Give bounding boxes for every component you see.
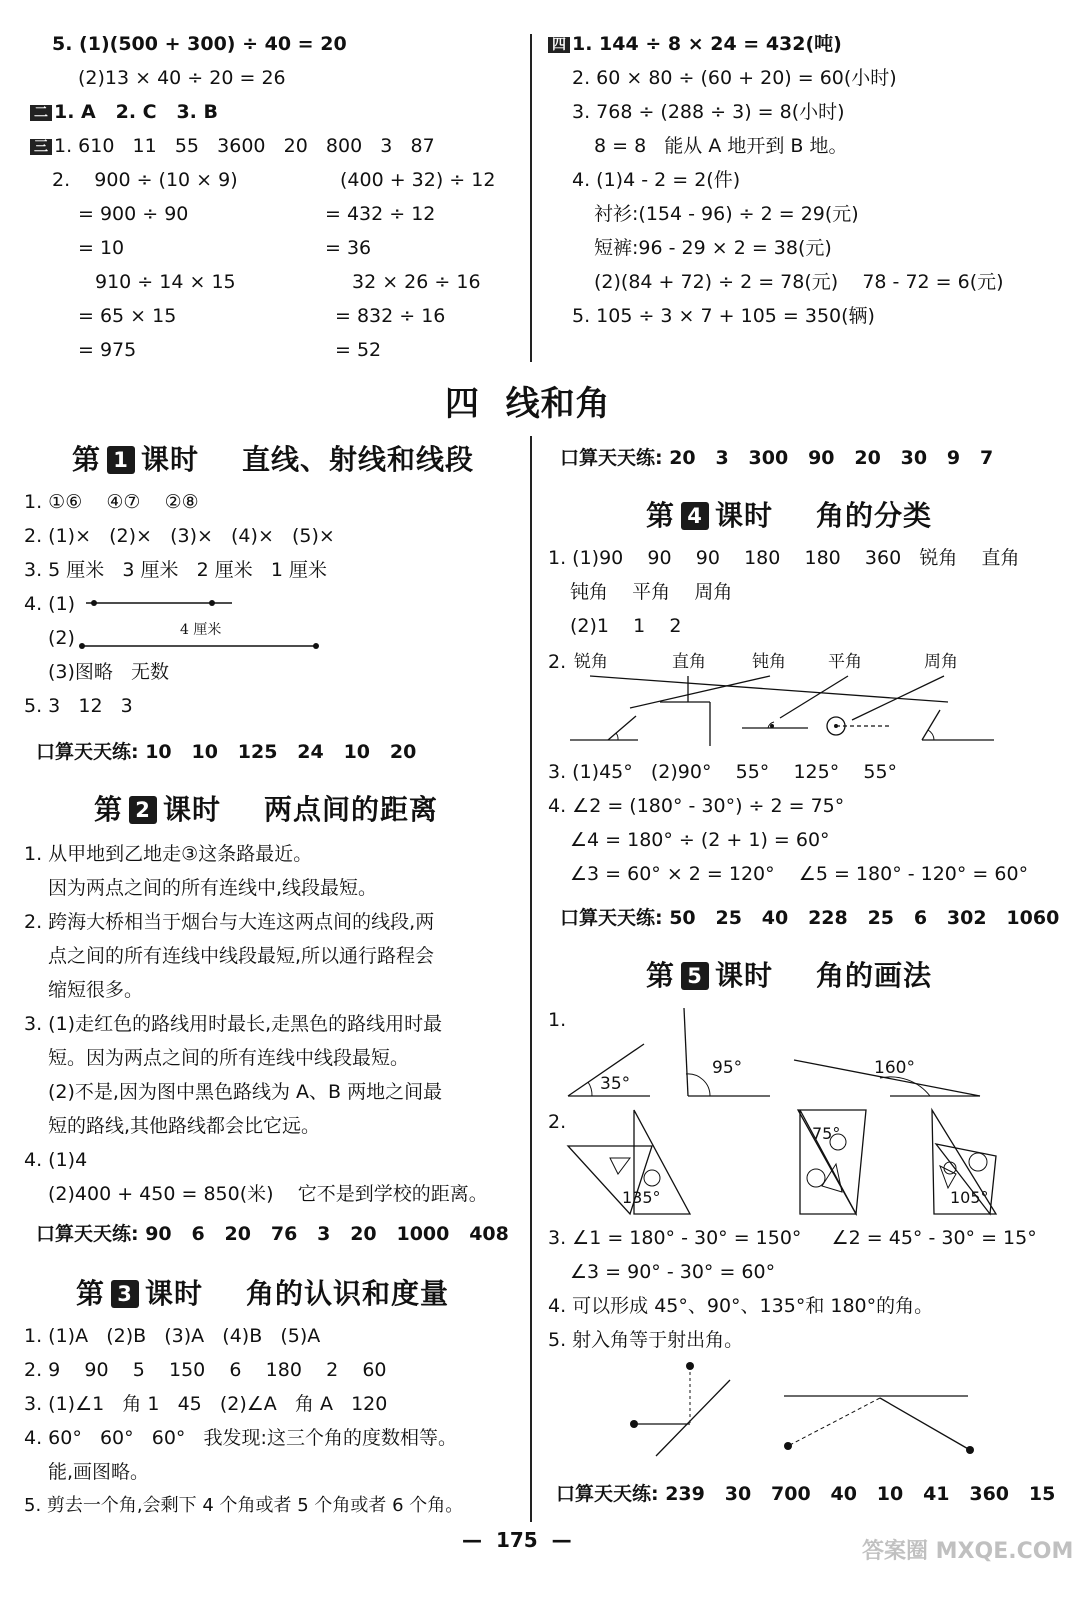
deg-105: 105° xyxy=(950,1188,989,1207)
l1-line-1: 1. ①⑥ ④⑦ ②⑧ xyxy=(24,491,199,513)
lesson-number-badge: 2 xyxy=(129,796,157,824)
lesson-5-title: 第 5 课时 角的画法 xyxy=(646,959,933,992)
l4-kousuan: 口算天天练: 50 25 40 228 25 6 302 1060 xyxy=(560,907,1060,929)
calc-col2-1: (400 + 32) ÷ 12 xyxy=(340,169,496,191)
l1-line-5: (2) xyxy=(48,627,75,649)
tr-line-6: 衬衫:(154 - 96) ÷ 2 = 29(元) xyxy=(594,203,859,225)
tl-line-2: (2)13 × 40 ÷ 20 = 26 xyxy=(78,67,286,89)
deg-95: 95° xyxy=(712,1058,743,1078)
tr-line-3: 3. 768 ÷ (288 ÷ 3) = 8(小时) xyxy=(572,101,845,123)
l2-line-9: 短的路线,其他路线都会比它远。 xyxy=(48,1115,321,1137)
tl-section-2: 二 1. A 2. C 3. B xyxy=(30,100,218,124)
tr-line-5: 4. (1)4 - 2 = 2(件) xyxy=(572,169,741,191)
l3-line-5: 能,画图略。 xyxy=(48,1461,150,1483)
l1-line-6: (3)图略 无数 xyxy=(48,661,170,683)
l2-line-7: 短。因为两点之间的所有连线中线段最短。 xyxy=(48,1047,410,1069)
l4-line-2: 钝角 平角 周角 xyxy=(570,581,733,603)
calc-col1-4: 910 ÷ 14 × 15 xyxy=(95,271,236,293)
calc-col2-5: = 832 ÷ 16 xyxy=(335,305,446,327)
l4-line-3: (2)1 1 2 xyxy=(570,615,682,637)
section-mark: 二 xyxy=(30,105,52,121)
segment-label: 4 厘米 xyxy=(180,622,222,638)
l4-line-7: ∠4 = 180° ÷ (2 + 1) = 60° xyxy=(570,829,830,851)
tr-line-7: 短裤:96 - 29 × 2 = 38(元) xyxy=(594,237,832,259)
calc-col2-4: 32 × 26 ÷ 16 xyxy=(352,271,481,293)
tr-line-1: 四 1. 144 ÷ 8 × 24 = 432(吨) xyxy=(548,32,842,56)
l2-line-1: 1. 从甲地到乙地走③这条路最近。 xyxy=(24,843,313,865)
calc-col2-2: = 432 ÷ 12 xyxy=(325,203,436,225)
l5-q2: 2. xyxy=(548,1111,567,1133)
lesson-4-title: 第 4 课时 角的分类 xyxy=(646,499,933,532)
ray-figure xyxy=(80,594,240,614)
l5-kousuan: 口算天天练: 239 30 700 40 10 41 360 15 xyxy=(556,1483,1056,1505)
l2-line-2: 因为两点之间的所有连线中,线段最短。 xyxy=(48,877,378,899)
l1-line-3: 3. 5 厘米 3 厘米 2 厘米 1 厘米 xyxy=(24,559,328,581)
calc-col1-2: = 900 ÷ 90 xyxy=(78,203,189,225)
l2-line-6: 3. (1)走红色的路线用时最长,走黑色的路线用时最 xyxy=(24,1013,443,1035)
section-mark: 三 xyxy=(30,139,52,155)
l5-line-6: 5. 射入角等于射出角。 xyxy=(548,1329,744,1351)
watermark: 答案圈 MXQE.COM xyxy=(862,1539,1073,1564)
label-right: 直角 xyxy=(672,652,706,672)
deg-160: 160° xyxy=(874,1058,915,1078)
lesson-1-title: 第 1 课时 直线、射线和线段 xyxy=(72,443,475,476)
l5-line-3: 3. ∠1 = 180° - 30° = 150° ∠2 = 45° - 30° = 15° xyxy=(548,1227,1037,1249)
section-mark: 四 xyxy=(548,37,570,53)
l2-line-4: 点之间的所有连线中线段最短,所以通行路程会 xyxy=(48,945,435,967)
l4-line-6: 4. ∠2 = (180° - 30°) ÷ 2 = 75° xyxy=(548,795,845,817)
l5-line-4: ∠3 = 90° - 30° = 60° xyxy=(570,1261,776,1283)
column-divider-top xyxy=(530,34,532,362)
l2-line-10: 4. (1)4 xyxy=(24,1149,88,1171)
label-straight: 平角 xyxy=(828,652,862,672)
unit-title: 四 线和角 xyxy=(445,384,611,424)
tl-section-3: 三 1. 610 11 55 3600 20 800 3 87 xyxy=(30,134,435,158)
l4-line-4: 2. xyxy=(548,651,567,673)
reflection-figure xyxy=(600,1358,1000,1462)
l3-line-4: 4. 60° 60° 60° 我发现:这三个角的度数相等。 xyxy=(24,1427,457,1449)
calc-col1-3: = 10 xyxy=(78,237,125,259)
lesson-number-badge: 3 xyxy=(111,1280,139,1308)
l3-line-2: 2. 9 90 5 150 6 180 2 60 xyxy=(24,1359,387,1381)
tr-line-4: 8 = 8 能从 A 地开到 B 地。 xyxy=(594,135,848,157)
l2-line-5: 缩短很多。 xyxy=(48,979,144,1001)
calc-col1-5: = 65 × 15 xyxy=(78,305,177,327)
lesson-number-badge: 1 xyxy=(107,446,135,474)
deg-75: 75° xyxy=(812,1124,841,1143)
label-acute: 锐角 xyxy=(574,652,608,672)
l5-line-5: 4. 可以形成 45°、90°、135°和 180°的角。 xyxy=(548,1295,934,1317)
l1-line-2: 2. (1)× (2)× (3)× (4)× (5)× xyxy=(24,525,335,547)
tr-line-2: 2. 60 × 80 ÷ (60 + 20) = 60(小时) xyxy=(572,67,897,89)
l2-kousuan: 口算天天练: 90 6 20 76 3 20 1000 408 xyxy=(36,1223,509,1245)
deg-35: 35° xyxy=(600,1074,631,1094)
l4-line-1: 1. (1)90 90 90 180 180 360 锐角 直角 xyxy=(548,547,1020,569)
l2-line-11: (2)400 + 450 = 850(米) 它不是到学校的距离。 xyxy=(48,1183,488,1205)
l2-line-8: (2)不是,因为图中黑色路线为 A、B 两地之间最 xyxy=(48,1081,443,1103)
label-obtuse: 钝角 xyxy=(752,652,786,672)
l1-kousuan: 口算天天练: 10 10 125 24 10 20 xyxy=(36,741,417,763)
l3-line-1: 1. (1)A (2)B (3)A (4)B (5)A xyxy=(24,1325,321,1347)
deg-135: 135° xyxy=(622,1188,661,1207)
l1-line-4: 4. (1) xyxy=(24,593,76,615)
lesson-number-badge: 5 xyxy=(681,962,709,990)
tr-line-9: 5. 105 ÷ 3 × 7 + 105 = 350(辆) xyxy=(572,305,875,327)
calc-col2-6: = 52 xyxy=(335,339,382,361)
calc-col1-1: 2. 900 ÷ (10 × 9) xyxy=(52,169,238,191)
l3-line-3: 3. (1)∠1 角 1 45 (2)∠A 角 A 120 xyxy=(24,1393,388,1415)
lesson-2-title: 第 2 课时 两点间的距离 xyxy=(94,793,439,826)
l3-line-6: 5. 剪去一个角,会剩下 4 个角或者 5 个角或者 6 个角。 xyxy=(24,1495,464,1516)
l5-q1: 1. xyxy=(548,1009,567,1031)
calc-col2-3: = 36 xyxy=(325,237,372,259)
l4-line-8: ∠3 = 60° × 2 = 120° ∠5 = 180° - 120° = 60° xyxy=(570,863,1029,885)
angle-matching-figure xyxy=(560,672,1000,748)
right-kousuan-1: 口算天天练: 20 3 300 90 20 30 9 7 xyxy=(560,447,994,469)
column-divider-main xyxy=(530,436,532,1522)
tl-line-1: 5. (1)(500 + 300) ÷ 40 = 20 xyxy=(52,33,347,55)
l4-line-5: 3. (1)45° (2)90° 55° 125° 55° xyxy=(548,761,898,783)
lesson-number-badge: 4 xyxy=(681,502,709,530)
lesson-3-title: 第 3 课时 角的认识和度量 xyxy=(76,1277,450,1310)
page-number: — 175 — xyxy=(462,1528,572,1552)
label-round: 周角 xyxy=(924,652,958,672)
calc-col1-6: = 975 xyxy=(78,339,137,361)
l2-line-3: 2. 跨海大桥相当于烟台与大连这两点间的线段,两 xyxy=(24,911,435,933)
l1-line-7: 5. 3 12 3 xyxy=(24,695,133,717)
tr-line-8: (2)(84 + 72) ÷ 2 = 78(元) 78 - 72 = 6(元) xyxy=(594,271,1004,293)
